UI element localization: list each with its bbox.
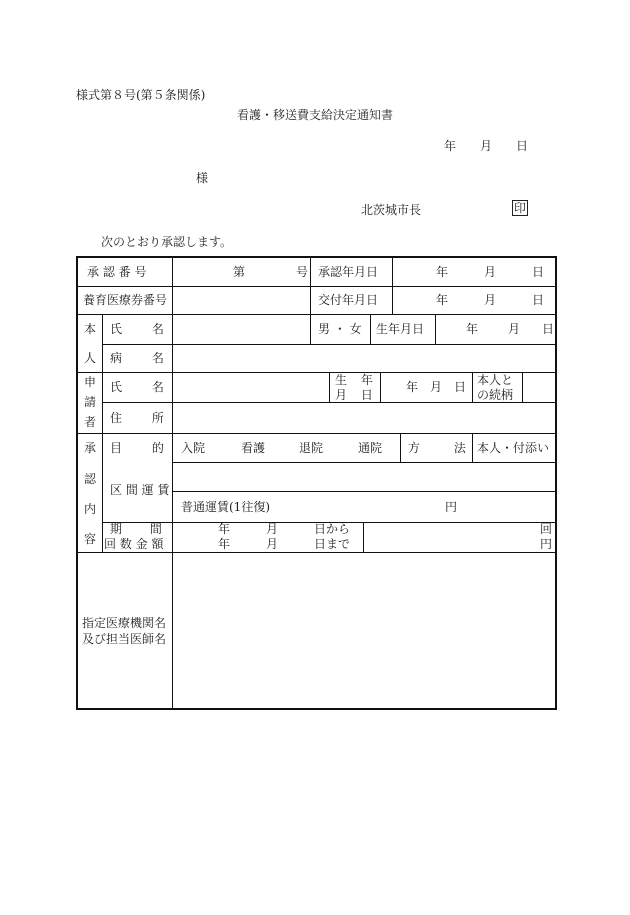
issue-date-day: 日: [532, 293, 545, 307]
approval-content-char-2: 認: [84, 472, 97, 486]
col-line: [329, 372, 330, 402]
col-line: [522, 372, 523, 402]
approval-content-char-4: 容: [84, 532, 97, 546]
row-line: [172, 462, 555, 463]
col-line: [435, 314, 436, 344]
amount-unit: 円: [540, 537, 553, 551]
col-line: [472, 433, 473, 462]
form-number: 様式第８号(第５条関係): [76, 88, 206, 102]
approval-date-day: 日: [532, 265, 545, 279]
col-line: [102, 314, 103, 552]
institution-label-1: 指定医療機関名: [82, 616, 167, 630]
seal-mark: 印: [514, 201, 527, 215]
period-to-month: 月: [266, 537, 279, 551]
purpose-option-nursing: 看護: [241, 441, 266, 455]
count-unit: 回: [540, 522, 553, 536]
period-label: 期 間: [110, 522, 162, 536]
row-line: [172, 491, 555, 492]
applicant-birth-year: 年: [406, 380, 419, 394]
gender-choice: 男 ・ 女: [318, 322, 362, 336]
disease-label: 病 名: [110, 351, 164, 365]
approval-date-label: 承認年月日: [318, 265, 379, 279]
col-line: [380, 372, 381, 402]
institution-label-2: 及び担当医師名: [82, 632, 167, 646]
approval-number-label: 承 認 番 号: [87, 265, 147, 279]
period-to-suffix: 日まで: [314, 537, 351, 551]
col-line: [172, 258, 173, 708]
applicant-group-char-1: 申: [84, 375, 97, 389]
applicant-name-label: 氏 名: [110, 380, 164, 394]
applicant-birth-label-2: 月 日: [335, 388, 373, 402]
ordinary-fare-yen: 円: [445, 500, 458, 514]
birthdate-year: 年: [466, 322, 479, 336]
number-suffix: 号: [296, 265, 309, 279]
method-value: 本人・付添い: [477, 441, 550, 455]
col-line: [400, 433, 401, 462]
row-line: [78, 552, 555, 553]
approval-content-char-3: 内: [84, 502, 97, 516]
col-line: [472, 372, 473, 402]
relation-label-2: の続柄: [477, 388, 514, 402]
approval-date-year: 年: [436, 265, 449, 279]
applicant-birth-day: 日: [454, 380, 467, 394]
purpose-option-outpatient: 通院: [358, 441, 383, 455]
purpose-option-admission: 入院: [181, 441, 206, 455]
approval-form-table: [76, 256, 557, 710]
applicant-group-char-3: 者: [84, 415, 97, 429]
applicant-birth-label-1: 生 年: [335, 373, 373, 387]
method-label: 方 法: [408, 441, 466, 455]
row-line: [78, 433, 555, 434]
birthdate-day: 日: [542, 322, 555, 336]
address-label: 住 所: [110, 411, 164, 425]
patient-name-label: 氏 名: [110, 322, 164, 336]
applicant-birth-month: 月: [430, 380, 443, 394]
patient-group-char-2: 人: [84, 351, 97, 365]
number-prefix: 第: [233, 265, 246, 279]
purpose-label: 目 的: [110, 441, 164, 455]
recipient-suffix: 様: [196, 171, 209, 185]
document-title: 看護・移送費支給決定通知書: [237, 108, 394, 122]
intro-text: 次のとおり承認します。: [101, 235, 233, 249]
birthdate-label: 生年月日: [376, 322, 425, 336]
period-to-year: 年: [218, 537, 231, 551]
issue-date-label: 交付年月日: [318, 293, 379, 307]
row-line: [102, 344, 555, 345]
issuer-name: 北茨城市長: [361, 203, 422, 217]
row-line: [102, 402, 555, 403]
issue-date-year: 年: [436, 293, 449, 307]
fare-label: 区 間 運 賃: [110, 483, 170, 497]
row-line: [78, 314, 555, 315]
patient-group-char-1: 本: [84, 322, 97, 336]
date-day-label: 日: [516, 139, 529, 153]
ikusei-number-label: 養育医療券番号: [83, 293, 168, 307]
period-from-suffix: 日から: [314, 522, 351, 536]
date-month-label: 月: [480, 139, 493, 153]
period-from-month: 月: [266, 522, 279, 536]
purpose-option-discharge: 退院: [299, 441, 324, 455]
col-line: [363, 522, 364, 552]
col-line: [392, 258, 393, 314]
col-line: [370, 314, 371, 344]
date-year-label: 年: [444, 139, 457, 153]
issue-date-month: 月: [484, 293, 497, 307]
approval-content-char-1: 承: [84, 441, 97, 455]
col-line: [310, 258, 311, 344]
row-line: [78, 286, 555, 287]
relation-label-1: 本人と: [477, 373, 514, 387]
approval-date-month: 月: [484, 265, 497, 279]
period-from-year: 年: [218, 522, 231, 536]
birthdate-month: 月: [508, 322, 521, 336]
applicant-group-char-2: 請: [84, 395, 97, 409]
ordinary-fare-label: 普通運賃(1往復): [181, 500, 270, 514]
count-amount-label: 回 数 金 額: [104, 537, 164, 551]
